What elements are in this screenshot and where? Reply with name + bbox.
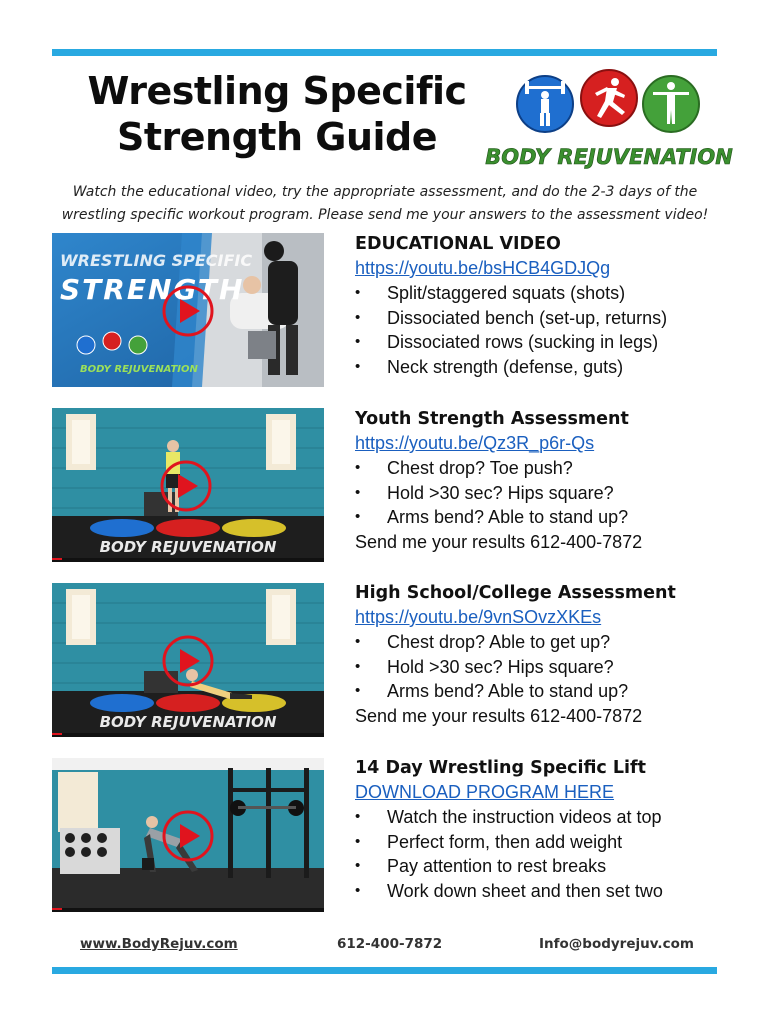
list-item: • Pay attention to rest breaks bbox=[355, 854, 735, 879]
section-heading: EDUCATIONAL VIDEO bbox=[355, 234, 561, 254]
bullet-list bbox=[355, 630, 735, 704]
send-results-text: Send me your results 612-400-7872 bbox=[355, 531, 643, 552]
section-youth-assessment bbox=[355, 407, 735, 554]
youth-assessment-thumbnail[interactable] bbox=[52, 408, 324, 562]
list-item: • Watch the instruction videos at top bbox=[355, 805, 735, 830]
floor-logo-text: BODY REJUVENATION bbox=[99, 538, 277, 556]
send-results-text: Send me your results 612-400-7872 bbox=[355, 705, 643, 726]
list-item: • Work down sheet and then set two bbox=[355, 879, 735, 904]
thumbnail-caption-2: STRENGTH bbox=[60, 273, 245, 306]
section-lift-program bbox=[355, 756, 735, 903]
video-link[interactable]: https://youtu.be/9vnSOvzXKEs bbox=[355, 607, 602, 627]
bullet-list bbox=[355, 456, 735, 530]
title-line-2: Strength Guide bbox=[117, 115, 437, 159]
section-heading: High School/College Assessment bbox=[355, 583, 676, 603]
bullet-list bbox=[355, 281, 735, 379]
bottom-accent-bar bbox=[52, 967, 717, 974]
section-educational-video bbox=[355, 232, 735, 379]
list-item: • Hold >30 sec? Hips square? bbox=[355, 481, 735, 506]
section-heading: 14 Day Wrestling Specific Lift bbox=[355, 758, 647, 778]
list-item: • Chest drop? Able to get up? bbox=[355, 630, 735, 655]
list-item: • Neck strength (defense, guts) bbox=[355, 355, 735, 380]
floor-logo-text: BODY REJUVENATION bbox=[99, 713, 277, 731]
video-link[interactable]: https://youtu.be/bsHCB4GDJQg bbox=[355, 258, 611, 278]
college-assessment-thumbnail[interactable] bbox=[52, 583, 324, 737]
top-accent-bar bbox=[52, 49, 717, 56]
list-item: • Chest drop? Toe push? bbox=[355, 456, 735, 481]
list-item: • Arms bend? Able to stand up? bbox=[355, 679, 735, 704]
video-link[interactable]: https://youtu.be/Qz3R_p6r-Qs bbox=[355, 433, 595, 453]
lift-program-thumbnail[interactable] bbox=[52, 758, 324, 912]
educational-video-thumbnail[interactable] bbox=[52, 233, 324, 387]
intro-text: Watch the educational video, try the appropriate assessment, and do the 2-3 days of the wrestling specific workout program. Please send me your answers to the assessment video! bbox=[61, 184, 709, 223]
footer-phone: 612-400-7872 bbox=[337, 936, 443, 952]
brand-logo bbox=[485, 68, 733, 170]
thumbnail-caption-1: WRESTLING SPECIFIC bbox=[60, 251, 253, 270]
list-item: • Arms bend? Able to stand up? bbox=[355, 505, 735, 530]
list-item: • Hold >30 sec? Hips square? bbox=[355, 655, 735, 680]
bullet-list bbox=[355, 805, 735, 903]
thumbnail-logo-text: BODY REJUVENATION bbox=[80, 364, 198, 375]
list-item: • Split/staggered squats (shots) bbox=[355, 281, 735, 306]
logo-text: BODY REJUVENATION bbox=[485, 145, 733, 169]
page-title bbox=[62, 68, 492, 160]
list-item: • Dissociated bench (set-up, returns) bbox=[355, 306, 735, 331]
footer-email[interactable]: Info@bodyrejuv.com bbox=[539, 936, 694, 952]
section-heading: Youth Strength Assessment bbox=[355, 409, 629, 429]
list-item: • Dissociated rows (sucking in legs) bbox=[355, 330, 735, 355]
list-item: • Perfect form, then add weight bbox=[355, 830, 735, 855]
footer-website[interactable]: www.BodyRejuv.com bbox=[80, 936, 238, 952]
download-program-link[interactable]: DOWNLOAD PROGRAM HERE bbox=[355, 782, 615, 802]
section-college-assessment bbox=[355, 581, 735, 728]
title-line-1: Wrestling Specific bbox=[87, 69, 467, 113]
